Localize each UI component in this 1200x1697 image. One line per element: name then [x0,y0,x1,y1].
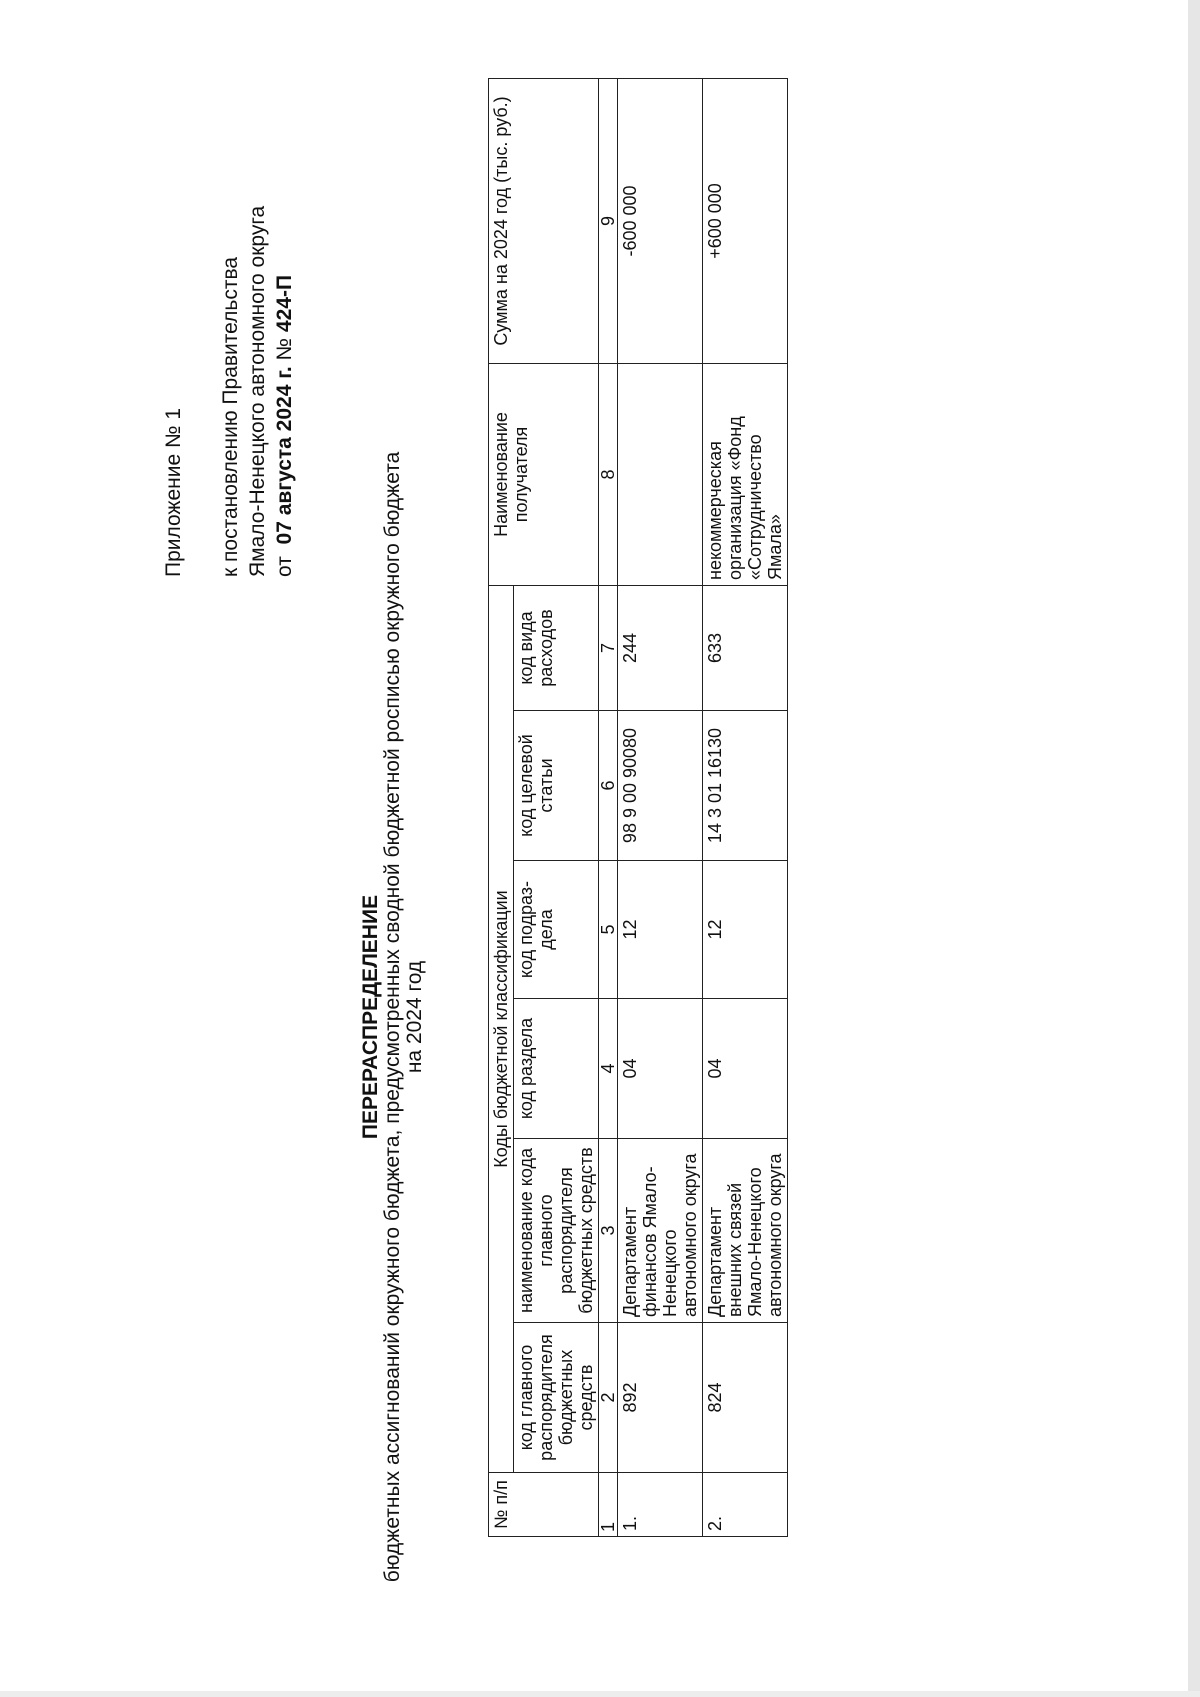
column-number: 1 [599,1473,618,1537]
column-number-row [599,79,618,1537]
row-section: 04 [703,999,788,1139]
header-row-1 [489,79,514,1537]
annex-number-prefix: № [273,337,296,361]
row-recipient [618,364,703,586]
row-subsection: 12 [618,861,703,999]
row-recipient: некоммерческая организация «Фонд «Сотрудничество Ямала» [703,364,788,586]
row-no: 2. [703,1473,788,1537]
annex-date-line [271,206,298,577]
row-expense-type: 633 [703,586,788,711]
header-gr-code: код главного распорядителя бюджетных средств [514,1323,599,1473]
column-number: 9 [599,79,618,364]
column-number: 8 [599,364,618,586]
title-line2: на 2024 год [403,960,426,1074]
row-subsection: 12 [703,861,788,999]
header-target: код целевой статьи [514,711,599,861]
column-number: 4 [599,999,618,1139]
row-sum: +600 000 [703,79,788,364]
column-number: 5 [599,861,618,999]
annex-block [160,206,298,577]
header-codes-group: Коды бюджетной классификации [489,586,514,1473]
row-gr-code: 892 [618,1323,703,1473]
annex-date: 07 августа 2024 г. [273,366,296,545]
header-sum: Сумма на 2024 год (тыс. руб.) [489,79,599,364]
annex-number: 424-П [273,274,296,333]
row-gr-name: Департамент финансов Ямало-Ненецкого автономного округа [618,1139,703,1323]
column-number: 2 [599,1323,618,1473]
annex-line2: Ямало-Ненецкого автономного округа [246,205,269,577]
row-target: 98 9 00 90080 [618,711,703,861]
header-gr-name: наименование кода главного распорядителя бюджетных средств [514,1139,599,1323]
row-expense-type: 244 [618,586,703,711]
header-expense-type: код вида расходов [514,586,599,711]
table-row [618,79,703,1537]
header-no: № п/п [489,1473,599,1537]
row-section: 04 [618,999,703,1139]
row-target: 14 3 01 16130 [703,711,788,861]
reallocation-table [488,78,788,1537]
row-no: 1. [618,1473,703,1537]
annex-line1: к постановлению Правительства [219,256,242,577]
row-gr-code: 824 [703,1323,788,1473]
column-number: 6 [599,711,618,861]
row-gr-name: Департамент внешних связей Ямало-Ненецкого автономного округа [703,1139,788,1323]
annex-title: Приложение № 1 [162,407,185,577]
column-number: 3 [599,1139,618,1323]
header-recipient: Наименование получателя [489,364,599,586]
header-subsection: код подраз-дела [514,861,599,999]
annex-spacer [187,206,217,577]
annex-date-prefix: от [273,556,296,577]
title-line1: бюджетных ассигнований окружного бюджета, предусмотренных сводной бюджетной росписью окружного бюджета [381,451,404,1583]
title-heading: ПЕРЕРАСПРЕДЕЛЕНИЕ [359,894,382,1140]
row-sum: -600 000 [618,79,703,364]
header-section: код раздела [514,999,599,1139]
table-row [703,79,788,1537]
column-number: 7 [599,586,618,711]
document-title [360,337,426,1697]
